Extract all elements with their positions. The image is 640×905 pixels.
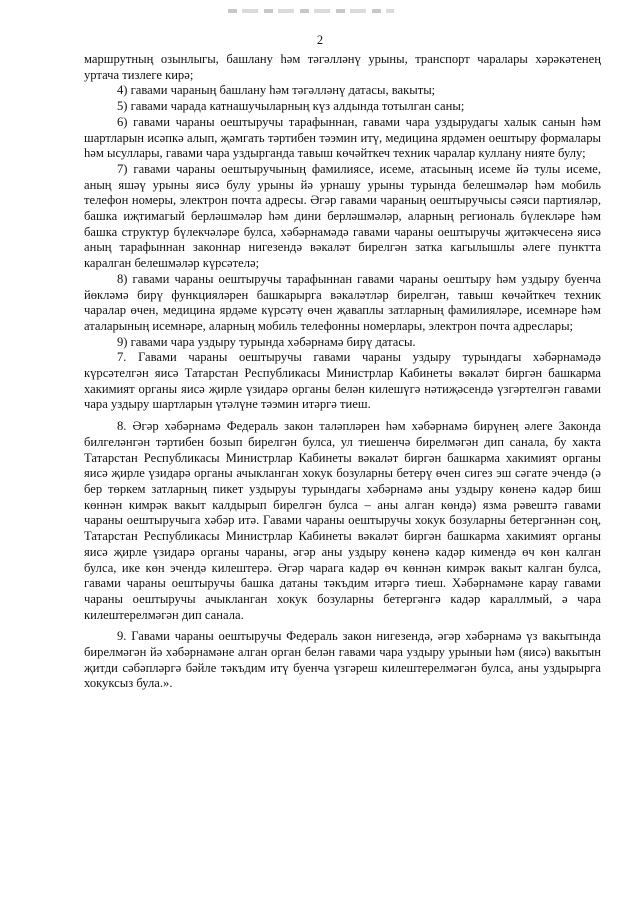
paragraph: 7) гавами чараны оештыручының фамилиясе, исеме, атасының исеме йә тулы исеме, аның яшәү урыны яисә булу урыны йә урнашу урыны турында белешмәләр һәм мобиль телефон номеры, электрон почта адресы. Әгәр гавами чараның оештыручысы сәяси партияләр, башка иҗтимагый берләшмәләр һәм дини берләшмәләр, аларның региональ бүлекләре һәм башка структур бүлекчәләре булса, хәбәрнамәдә гавами чараны оештыручы җитәкчесенә яисә аның тарафыннан законнар нигезендә вәкаләт бирелгән затка кагылышлы әлеге пунктта каралган белешмәләр күрсәтелә; [84,161,601,271]
document-body [84,52,601,692]
paragraph: 6) гавами чараны оештыручы тарафыннан, гавами чара уздырудагы халык санын һәм шартларын исәпкә алып, җәмгать тәртибен тәэмин итү, медицина ярдәмен оештыру формалары һәм ысуллары, гавами чара уздырганда тавыш көчәйткеч техник чаралар куллану нияте булу; [84,114,601,161]
paragraph: 7. Гавами чараны оештыручы гавами чараны уздыру турындагы хәбәрнамәдә күрсәтелгән яисә Татарстан Республикасы Министрлар Кабинеты вәкаләт биргән башкарма хакимият органы яисә җирле үзидарә органы белән килешүгә нәтиҗәсендә үзгәртелгән гавами чара уздыру шартларын үтәлүне тәэмин итәргә тиеш. [84,350,601,412]
paragraph: 5) гавами чарада катнашучыларның күз алдында тотылган саны; [117,99,465,114]
paragraph: 9) гавами чара уздыру турында хәбәрнамә бирү датасы. [117,334,416,349]
page-number: 2 [316,33,324,47]
paragraph: 9. Гавами чараны оештыручы Федераль закон нигезендә, әгәр хәбәрнамә үз вакытында бирелмәгән йә хәбәрнамәне алган орган белән гавами чара уздыру урыныи һәм (яисә) вакытын җитди сәбәпләргә бәйле тәкъдим итү буенча үзгәреш килештерелмәгән булса, аны уздырырга хокуксыз була.». [84,629,601,691]
paragraph: 8. Әгәр хәбәрнамә Федераль закон таләпләрен һәм хәбәрнамә бирүнең әлеге Законда билгеләнгән тәртибен бозып бирелгән булса, ул тиешенчә бирелмәгән дип санала, бу хакта Татарстан Республикасы Министрлар Кабинеты вәкаләт биргән башкарма хакимият органы яисә җирле үзидарә органы ачыкланган хокук бозуларны бетерү өчен сигез эш сәгате эчендә (ә бер төркем затларның пикет уздыруы турындагы хәбәрнамә аны уздыру көненә кадәр биш көннән кимрәк вакыт калдырып бирелгән булса – аны алган көндә) язма рәвештә гавами чараны оештыручыга хәбәр итә. Гавами чараны оештыручы хокук бозуларны бетергәннән соң, Татарстан Республикасы Министрлар Кабинеты вәкаләт биргән башкарма хакимият органы яисә җирле үзидарә органы чараны, әгәр аны уздыру көненә кадәр кимендә өч көн калган булса, ике көн эчендә килештерә. Әгәр чарага кадәр өч көннән кимрәк вакыт калган булса, гавами чараны оештыручы башка датаны тәкъдим итәргә тиеш. Хәбәрнамәне карау гавами чараны оештыручы ачыкланган хокук бозуларны бетергәнгә кадәр караллмый, ә чара килештерелмәгән дип санала. [84,419,601,622]
paragraph: маршрутның озынлыгы, башлану һәм тәгәлләнү урыны, транспорт чаралары хәрәкәтенең уртача тизлеге кирә; [84,52,601,82]
paragraph: 8) гавами чараны оештыручы тарафыннан гавами чараны оештыру һәм уздыру буенча йөкләмә бирү функцияләрен башкарырга вәкаләтләр бирелгән, тавыш көчәйткеч техник чаралар өчен, медицина ярдәме күрсәтү өчен җаваплы затларның фамилияләре, исемнәре һәм аталарының исемнәре, аларның мобиль телефонны номерлары, электрон почта адреслары; [84,271,601,333]
scan-artifact [228,9,394,13]
paragraph: 4) гавами чараның башлану һәм тәгәлләнү датасы, вакыты; [117,83,436,98]
